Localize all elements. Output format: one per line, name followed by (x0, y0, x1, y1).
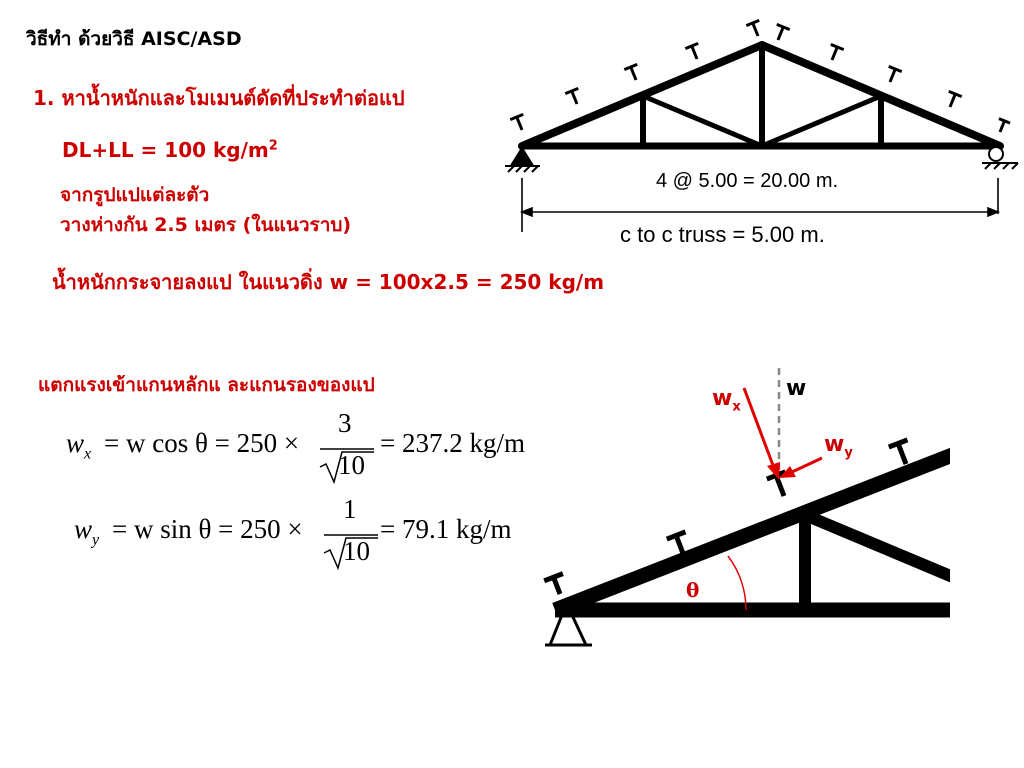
load-exponent: 2 (268, 138, 278, 154)
w-label: w (786, 376, 807, 401)
wx-expression: = w cos θ = 250 × (104, 428, 300, 458)
wy-result: = 79.1 kg/m (380, 514, 512, 544)
page-title: วิธีทำ ด้วยวิธี AISC/ASD (26, 28, 242, 50)
wx-lhs: $w_x$ (66, 428, 92, 463)
decompose-heading: แตกแรงเข้าแกนหลักแ ละแกนรองของแป (38, 374, 375, 396)
theta-label: θ (686, 578, 700, 602)
detail-purlins (544, 440, 915, 598)
wy-arrow (792, 458, 822, 472)
top-chord-detail (555, 452, 960, 610)
purlin-note-line2: วางห่างกัน 2.5 เมตร (ในแนวราบ) (60, 214, 352, 236)
span-label: 4 @ 5.00 = 20.00 m. (656, 170, 839, 192)
wy-expression: = w sin θ = 250 × (112, 514, 303, 544)
distributed-load: น้ำหนักกระจายลงแป ในแนวดิ่ง w = 100x2.5 = 250 kg/m (52, 270, 605, 294)
theta-arc (728, 556, 746, 610)
wx-denominator: 10 (338, 450, 365, 480)
wx-result: = 237.2 kg/m (380, 428, 525, 458)
wy-numerator: 1 (343, 494, 357, 524)
step1-heading: 1. หาน้ำหนักและโมเมนต์ดัดที่ประทำต่อแป (33, 86, 405, 110)
detail-support (545, 615, 592, 645)
wx-arrow (744, 388, 774, 468)
wy-denominator: 10 (343, 536, 370, 566)
spacing-label: c to c truss = 5.00 m. (620, 222, 825, 247)
load-text: DL+LL = 100 kg/m (62, 138, 269, 162)
wx-numerator: 3 (338, 408, 352, 438)
wy-label: $w_y$ (824, 432, 853, 461)
diagonal-detail (805, 515, 960, 580)
wx-label: $w_x$ (712, 386, 741, 415)
wy-lhs: $w_y$ (74, 514, 100, 549)
purlin-note-line1: จากรูปแปแต่ละตัว (60, 184, 210, 206)
